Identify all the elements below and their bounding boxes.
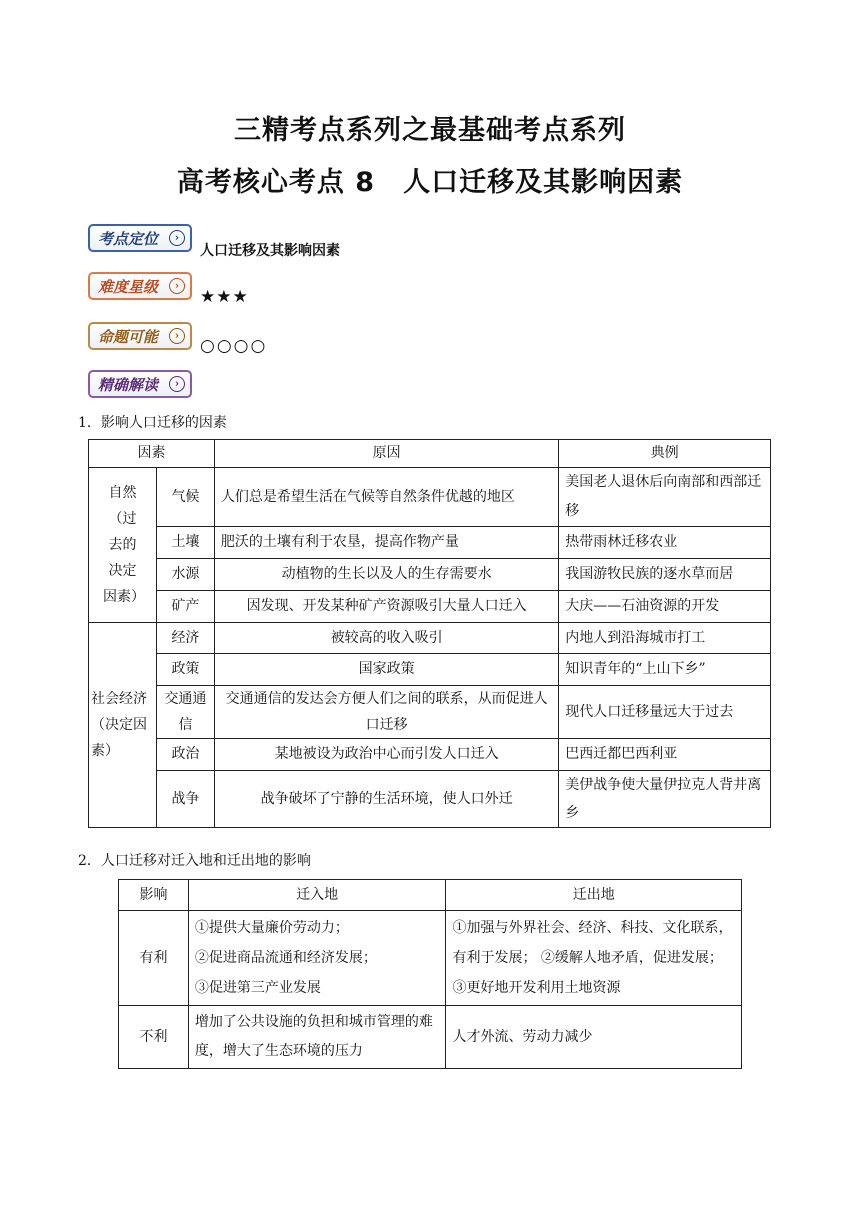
badge-focus — [88, 224, 192, 252]
reason-cell: 国家政策 — [214, 654, 558, 686]
chevron-right-icon: › — [169, 278, 185, 294]
group-cell-natural: 自然（过去的决定因素） — [89, 468, 157, 623]
table-header-row — [89, 440, 771, 468]
table-row — [89, 654, 771, 686]
chevron-right-icon: › — [169, 328, 185, 344]
migration-factors-table — [88, 439, 771, 828]
factor-cell: 交通通信 — [156, 686, 214, 739]
factor-cell: 战争 — [156, 771, 214, 828]
example-cell: 巴西迁都巴西利亚 — [559, 739, 771, 771]
table-row — [89, 686, 771, 739]
table-row — [89, 591, 771, 623]
example-cell: 大庆——石油资源的开发 — [559, 591, 771, 623]
reason-cell: 某地被设为政治中心而引发人口迁入 — [214, 739, 558, 771]
destination-benefit-line: ②促进商品流通和经济发展； — [194, 950, 377, 966]
header-cell: 影响 — [119, 880, 189, 911]
badge-analysis — [88, 370, 192, 398]
example-cell: 现代人口迁移量远大于过去 — [559, 686, 771, 739]
reason-cell: 被较高的收入吸引 — [214, 623, 558, 654]
example-cell: 美国老人退休后向南部和西部迁移 — [559, 468, 771, 527]
table-row — [89, 623, 771, 654]
table-row — [89, 559, 771, 591]
badge-difficulty-label: 难度星级 — [98, 277, 159, 296]
header-cell: 迁入地 — [188, 880, 446, 911]
destination-benefits — [188, 911, 446, 1006]
chevron-right-icon: › — [169, 230, 185, 246]
reason-cell: 战争破坏了宁静的生活环境，使人口外迁 — [214, 771, 558, 828]
section1-heading: 1．影响人口迁移的因素 — [78, 415, 227, 431]
reason-cell: 人们总是希望生活在气候等自然条件优越的地区 — [214, 468, 558, 527]
impact-label-favorable: 有利 — [119, 911, 189, 1006]
topic-title: 高考核心考点 8 人口迁移及其影响因素 — [176, 167, 684, 198]
example-cell: 知识青年的“上山下乡” — [559, 654, 771, 686]
focus-value: 人口迁移及其影响因素 — [200, 243, 340, 259]
badge-probability-label: 命题可能 — [98, 327, 159, 346]
factor-cell: 水源 — [156, 559, 214, 591]
table-row — [119, 911, 742, 1006]
destination-drawbacks: 增加了公共设施的负担和城市管理的难度，增大了生态环境的压力 — [188, 1006, 446, 1069]
badge-probability — [88, 322, 192, 350]
chevron-right-icon: › — [169, 376, 185, 392]
example-cell: 我国游牧民族的逐水草而居 — [559, 559, 771, 591]
origin-benefits: ①加强与外界社会、经济、科技、文化联系，有利于发展； ②缓解人地矛盾，促进发展； ③更好地开发利用土地资源 — [446, 911, 742, 1006]
factor-cell: 经济 — [156, 623, 214, 654]
header-cell: 迁出地 — [446, 880, 742, 911]
destination-benefit-line: ①提供大量廉价劳动力； — [194, 920, 349, 936]
reason-cell: 肥沃的土壤有利于农垦，提高作物产量 — [214, 527, 558, 559]
table-row — [89, 771, 771, 828]
table-row — [89, 527, 771, 559]
factor-cell: 矿产 — [156, 591, 214, 623]
factor-cell: 政治 — [156, 739, 214, 771]
group-cell-social: 社会经济（决定因素） — [89, 623, 157, 828]
section2-heading: 2．人口迁移对迁入地和迁出地的影响 — [78, 853, 311, 869]
difficulty-stars: ★★★ — [200, 287, 249, 307]
example-cell: 美伊战争使大量伊拉克人背井离乡 — [559, 771, 771, 828]
reason-cell: 因发现、开发某种矿产资源吸引大量人口迁入 — [214, 591, 558, 623]
destination-benefit-line: ③促进第三产业发展 — [194, 980, 321, 996]
factor-cell: 政策 — [156, 654, 214, 686]
header-cell: 原因 — [214, 440, 558, 468]
table-row — [119, 1006, 742, 1069]
header-cell: 典例 — [559, 440, 771, 468]
example-cell: 热带雨林迁移农业 — [559, 527, 771, 559]
reason-cell: 动植物的生长以及人的生存需要水 — [214, 559, 558, 591]
badge-analysis-label: 精确解读 — [98, 375, 159, 394]
reason-cell: 交通通信的发达会方便人们之间的联系，从而促进人口迁移 — [214, 686, 558, 739]
header-cell: 因素 — [89, 440, 215, 468]
series-title: 三精考点系列之最基础考点系列 — [234, 115, 626, 146]
table-row — [89, 739, 771, 771]
table-row — [89, 468, 771, 527]
probability-circles: ○○○○ — [200, 336, 268, 356]
badge-focus-label: 考点定位 — [98, 229, 159, 248]
factor-cell: 气候 — [156, 468, 214, 527]
factor-cell: 土壤 — [156, 527, 214, 559]
example-cell: 内地人到沿海城市打工 — [559, 623, 771, 654]
badge-difficulty — [88, 272, 192, 300]
table-header-row — [119, 880, 742, 911]
impact-label-unfavorable: 不利 — [119, 1006, 189, 1069]
origin-drawbacks: 人才外流、劳动力减少 — [446, 1006, 742, 1069]
migration-impact-table — [118, 879, 742, 1069]
